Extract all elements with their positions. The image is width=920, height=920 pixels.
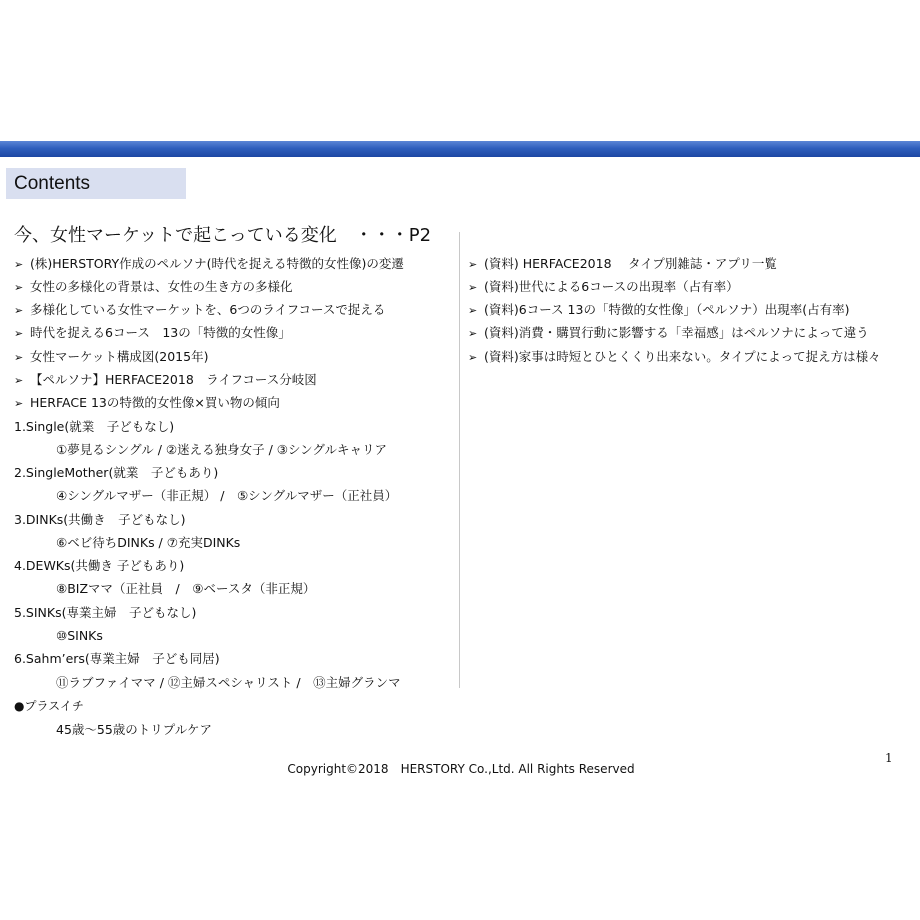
column-divider [459,232,460,688]
bullet-arrow-icon: ➢ [468,258,478,271]
list-item: ➢ 多様化している女性マーケットを、6つのライフコースで捉える [14,301,385,320]
contents-heading-box [6,168,186,199]
page-number: 1 [885,751,893,765]
life-course-heading: 3.DINKs(共働き 子どもなし) [14,512,186,527]
bullet-arrow-icon: ➢ [14,351,24,364]
list-item: ➢ 女性マーケット構成図(2015年) [14,348,208,367]
list-item: ➢ 女性の多様化の背景は、女性の生き方の多様化 [14,278,293,297]
list-item: ➢ (資料)家事は時短とひとくくり出来ない。タイプによって捉え方は様々 [468,348,881,367]
list-item: ➢ 時代を捉える6コース 13の「特徴的女性像」 [14,324,291,343]
copyright-footer: Copyright©2018 HERSTORY Co.,Ltd. All Rights Reserved [287,762,635,776]
bullet-arrow-icon: ➢ [14,374,24,387]
list-item: ➢ 【ペルソナ】HERFACE2018 ライフコース分岐図 [14,371,317,390]
life-course-heading: 4.DEWKs(共働き 子どもあり) [14,558,185,573]
life-course-heading: 2.SingleMother(就業 子どもあり) [14,465,219,480]
bullet-arrow-icon: ➢ [14,327,24,340]
bullet-arrow-icon: ➢ [468,304,478,317]
header-bar [0,141,920,157]
life-course-personas: ⑪ラブファイママ / ⑫主婦スペシャリスト / ⑬主婦グランマ [56,675,401,690]
life-course-personas: ④シングルマザー（非正規） / ⑤シングルマザー（正社員） [56,488,398,503]
list-item: ➢ (株)HERSTORY作成のペルソナ(時代を捉える特徴的女性像)の変遷 [14,255,404,274]
list-item: ➢ (資料) HERFACE2018 タイプ別雑誌・アプリ一覧 [468,255,777,274]
bullet-arrow-icon: ➢ [468,281,478,294]
bullet-arrow-icon: ➢ [14,304,24,317]
list-item: ➢ HERFACE 13の特徴的女性像×買い物の傾向 [14,394,280,413]
bullet-arrow-icon: ➢ [14,258,24,271]
life-course-heading: 6.Sahm’ers(専業主婦 子ども同居) [14,651,220,666]
bullet-arrow-icon: ➢ [468,327,478,340]
contents-title: Contents [14,173,91,194]
plus-item-detail: 45歳～55歳のトリプルケア [56,722,213,737]
list-item: ➢ (資料)消費・購買行動に影響する「幸福感」はペルソナによって違う [468,324,869,343]
life-course-personas: ⑥ベビ待ちDINKs / ⑦充実DINKs [56,535,241,550]
section-title: 今、女性マーケットで起こっている変化 ・・・P2 [14,225,432,246]
bullet-arrow-icon: ➢ [14,281,24,294]
plus-item-heading: ●プラスイチ [14,699,84,713]
life-course-personas: ①夢見るシングル / ②迷える独身女子 / ③シングルキャリア [56,442,388,457]
life-course-heading: 1.Single(就業 子どもなし) [14,419,175,434]
bullet-arrow-icon: ➢ [14,397,24,410]
life-course-personas: ⑩SINKs [56,628,103,643]
list-item: ➢ (資料)世代による6コースの出現率（占有率） [468,278,739,297]
life-course-personas: ⑧BIZママ（正社員 / ⑨ベースタ（非正規） [56,581,316,596]
bullet-arrow-icon: ➢ [468,351,478,364]
list-item: ➢ (資料)6コース 13の「特徴的女性像」（ペルソナ）出現率(占有率) [468,301,849,320]
life-course-heading: 5.SINKs(専業主婦 子どもなし) [14,605,197,620]
